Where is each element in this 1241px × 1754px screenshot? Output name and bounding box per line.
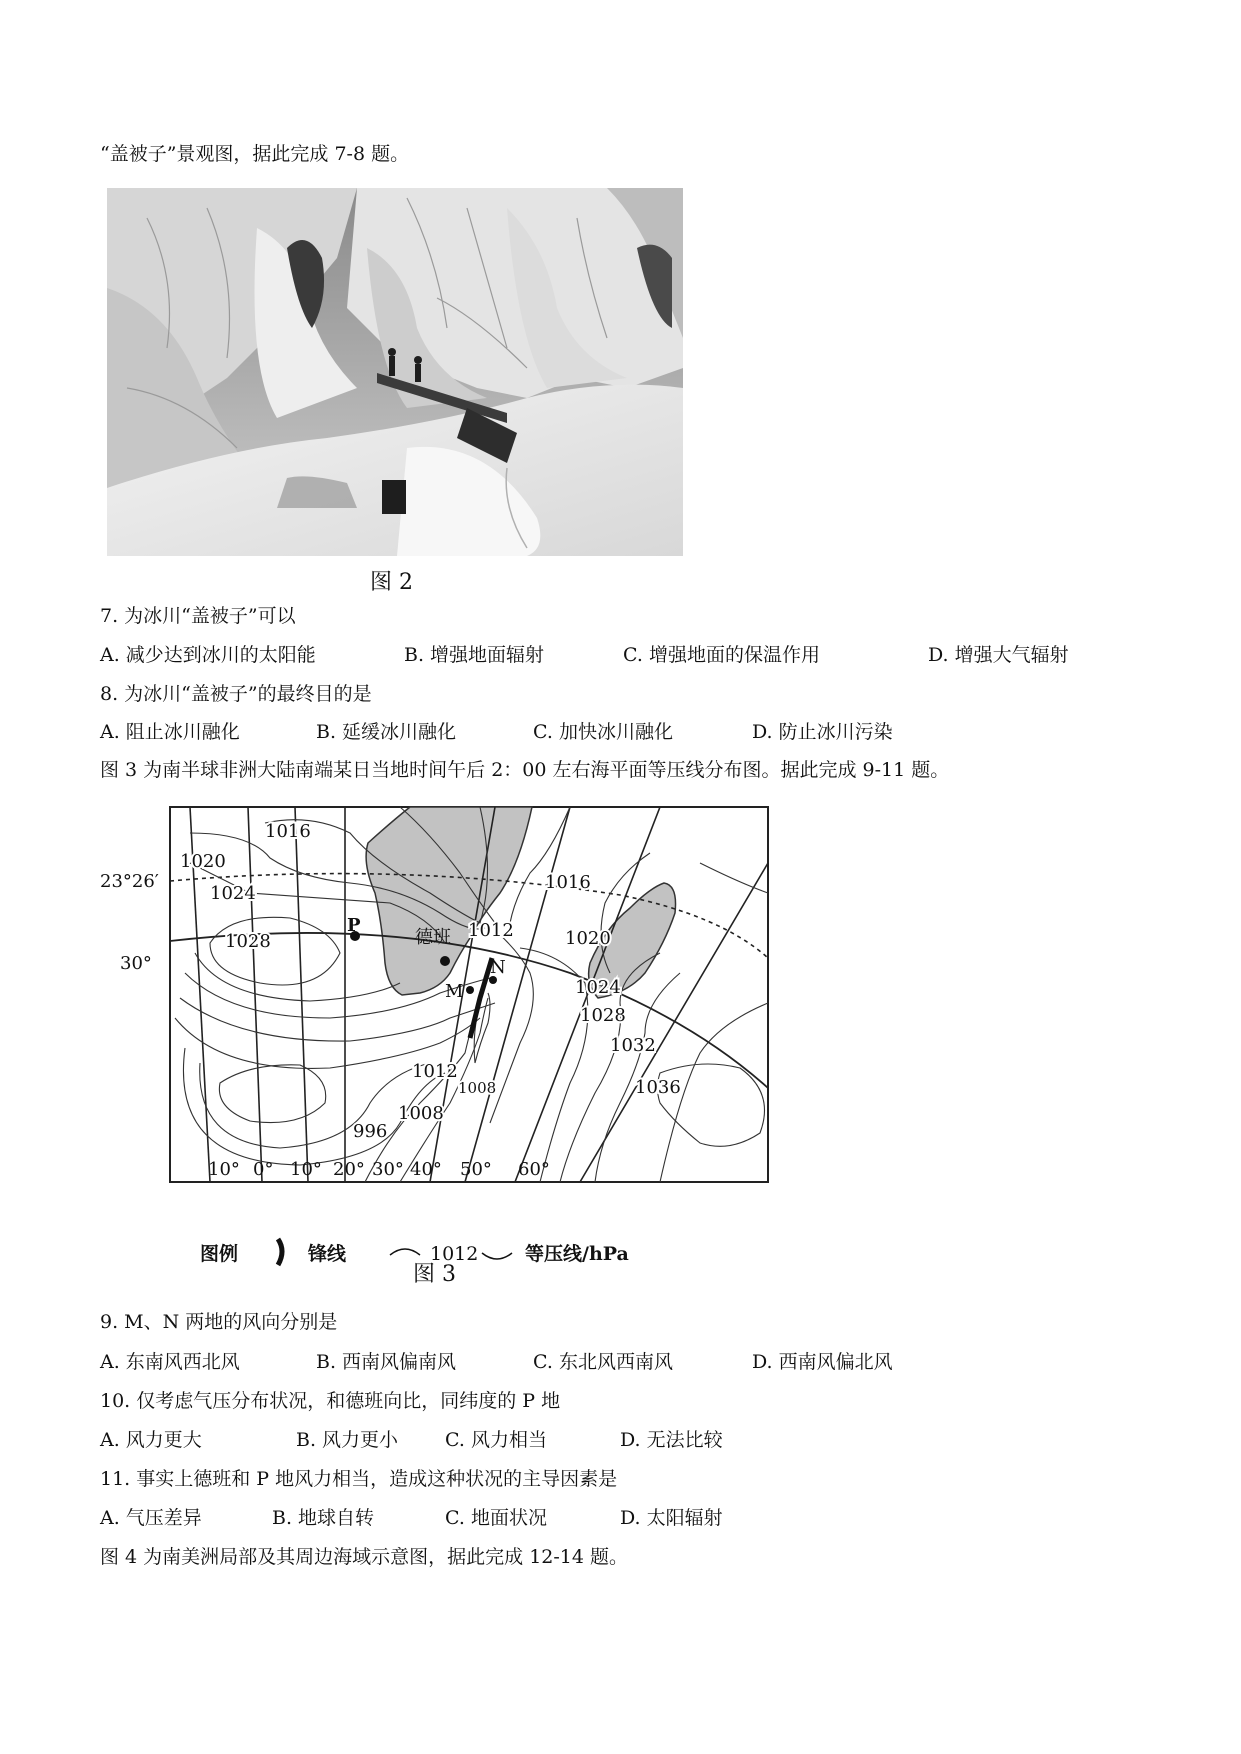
question-11-stem: 11. 事实上德班和 P 地风力相当，造成这种状况的主导因素是	[100, 1468, 618, 1490]
q9-option-b: B. 西南风偏南风	[316, 1351, 457, 1373]
question-9-stem: 9. M、N 两地的风向分别是	[100, 1311, 338, 1333]
q7-option-b: B. 增强地面辐射	[404, 644, 545, 666]
q7-option-a: A. 减少达到冰川的太阳能	[100, 644, 316, 666]
q9-option-d: D. 西南风偏北风	[752, 1351, 893, 1373]
label-longitude-50e: 50°	[460, 1159, 492, 1180]
point-m	[466, 986, 474, 994]
figure-2-caption: 图 2	[370, 570, 413, 595]
legend-front-symbol	[278, 1239, 282, 1265]
label-longitude-20e: 20°	[333, 1159, 365, 1180]
q10-option-a: A. 风力更大	[100, 1429, 202, 1451]
label-m: M	[445, 981, 464, 1002]
legend-isobar-label: 等压线/hPa	[525, 1243, 629, 1265]
intro-q12-14: 图 4 为南美洲局部及其周边海域示意图，据此完成 12-14 题。	[100, 1546, 629, 1568]
q11-option-b: B. 地球自转	[272, 1507, 375, 1529]
legend-isobar-symbol-right	[482, 1253, 512, 1259]
q11-option-c: C. 地面状况	[445, 1507, 547, 1529]
isobar-label-1024-east: 1024	[575, 977, 621, 998]
q8-option-a: A. 阻止冰川融化	[100, 721, 240, 743]
isobar-label-1012-south: 1012	[412, 1061, 458, 1082]
q8-option-b: B. 延缓冰川融化	[316, 721, 457, 743]
isobar-label-1016-east: 1016	[545, 872, 591, 893]
isobar-label-1024-west: 1024	[210, 883, 256, 904]
isobar-label-1028-west: 1028	[225, 931, 271, 952]
label-longitude-10w: 10°	[208, 1159, 240, 1180]
legend-front-label: 锋线	[308, 1243, 347, 1265]
intro-q7-8: “盖被子”景观图，据此完成 7-8 题。	[100, 143, 410, 165]
isobar-label-1016-west: 1016	[265, 821, 311, 842]
isobar-label-1032: 1032	[610, 1035, 656, 1056]
isobar-label-1028-east: 1028	[580, 1005, 626, 1026]
isobar-label-996: 996	[353, 1121, 388, 1142]
question-7-stem: 7. 为冰川“盖被子”可以	[100, 605, 296, 627]
legend-isobar-value: 1012	[430, 1243, 479, 1265]
q7-option-d: D. 增强大气辐射	[928, 644, 1069, 666]
label-latitude-30: 30°	[120, 953, 152, 974]
glacier-photo	[107, 188, 683, 556]
isobar-label-1036: 1036	[635, 1077, 681, 1098]
q11-option-a: A. 气压差异	[100, 1507, 202, 1529]
label-latitude-2326: 23°26′	[100, 871, 159, 892]
q8-option-c: C. 加快冰川融化	[533, 721, 673, 743]
isobar-label-1008-south: 1008	[398, 1103, 444, 1124]
label-durban: 德班	[415, 927, 451, 948]
label-longitude-0: 0°	[253, 1159, 274, 1180]
isobar-label-1020-east: 1020	[565, 928, 611, 949]
label-longitude-10e: 10°	[290, 1159, 322, 1180]
figure-3-caption: 图 3	[413, 1262, 456, 1287]
q10-option-b: B. 风力更小	[296, 1429, 399, 1451]
label-longitude-30e: 30°	[372, 1159, 404, 1180]
question-8-stem: 8. 为冰川“盖被子”的最终目的是	[100, 683, 372, 705]
q10-option-c: C. 风力相当	[445, 1429, 547, 1451]
isobar-label-1012-north: 1012	[468, 920, 514, 941]
q11-option-d: D. 太阳辐射	[620, 1507, 723, 1529]
q10-option-d: D. 无法比较	[620, 1429, 723, 1451]
q7-option-c: C. 增强地面的保温作用	[623, 644, 820, 666]
intro-q9-11: 图 3 为南半球非洲大陆南端某日当地时间午后 2：00 左右海平面等压线分布图。据此完成 9-11 题。	[100, 759, 950, 781]
question-10-stem: 10. 仅考虑气压分布状况，和德班向比，同纬度的 P 地	[100, 1390, 561, 1412]
isobar-label-1020-west: 1020	[180, 851, 226, 872]
label-p: P	[347, 915, 361, 936]
legend-title: 图例	[200, 1243, 239, 1265]
label-longitude-60e: 60°	[518, 1159, 550, 1180]
isobar-map	[100, 803, 790, 1283]
q9-option-c: C. 东北风西南风	[533, 1351, 673, 1373]
legend-isobar-symbol-left	[390, 1249, 420, 1255]
isobar-label-1008-small: 1008	[458, 1079, 497, 1097]
q8-option-d: D. 防止冰川污染	[752, 721, 893, 743]
point-durban	[440, 956, 450, 966]
label-n: N	[490, 957, 506, 978]
label-longitude-40e: 40°	[410, 1159, 442, 1180]
q9-option-a: A. 东南风西北风	[100, 1351, 240, 1373]
